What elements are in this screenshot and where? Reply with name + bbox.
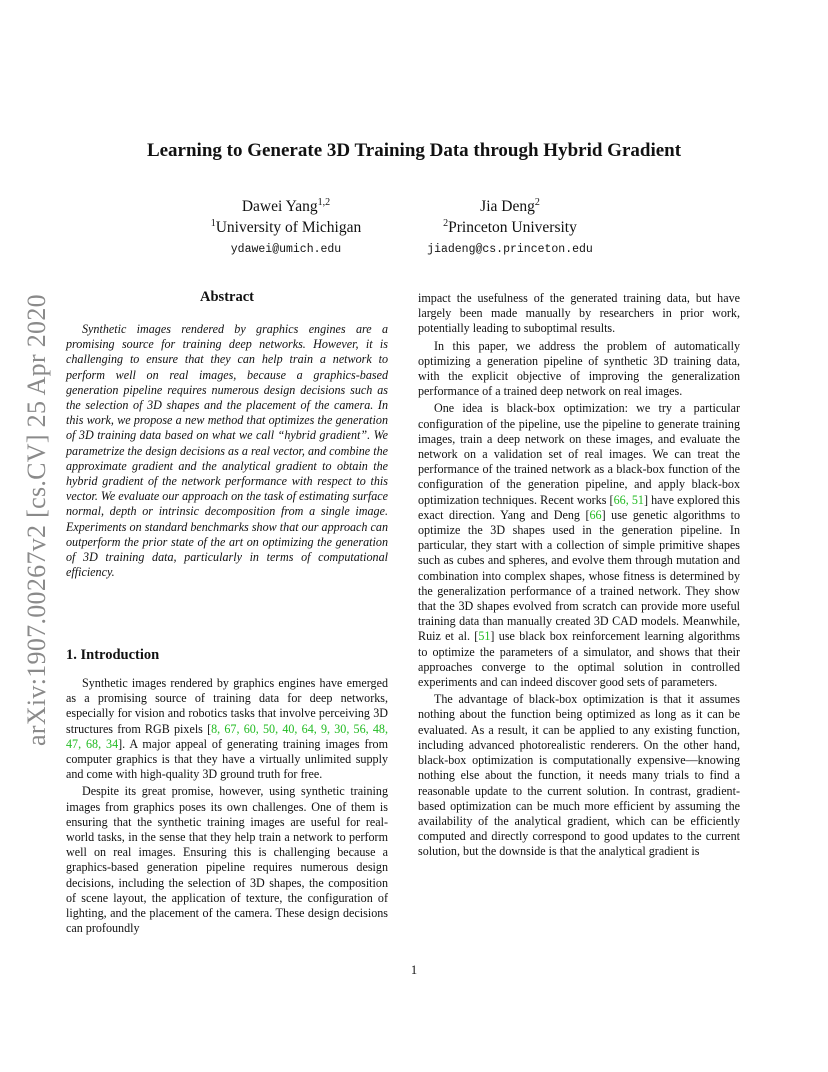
author-name: Dawei Yang$^{1,2}$ <box>241 196 331 215</box>
citation-link[interactable]: 8, 67, 60, 50, 40, 64, 9, 30, 56, 48, 47, 68, 34 <box>66 721 388 751</box>
intro-paragraph-1: Synthetic images rendered by graphics engines have emerged as a promising source of training data for deep networks, especially for vision and robotics tasks that involve perceiving 3D structures from RGB pixels [8, 67, 60, 50, 40, 64, 9, 30, 56, 48, 47, 68, 34]. A major appeal of generating training images from computer graphics is that they have a virtually unlimited supply and come with high-quality 3D ground truth for free. <box>66 676 388 782</box>
abstract-text: Synthetic images rendered by graphics engines are a promising source for training deep networks. However, it is challenging to ensure that they can help train a network to perform well on real images, because a graphics-based generation pipeline requires numerous design decisions such as the selection of 3D shapes and the placement of the camera. In this work, we propose a new method that optimizes the generation of 3D training data based on what we call “hybrid gradient”. We parametrize the design decisions as a real vector, and combine the approximate gradient and the analytical gradient to obtain the hybrid gradient of the network performance with respect to this vector. We evaluate our approach on the task of estimating surface normal, depth or intrinsic decomposition from a single image. Experiments on standard benchmarks show that our approach can outperform the prior state of the art on optimizing the generation of 3D training data, particularly in terms of computational efficiency. <box>66 322 388 580</box>
citation-link[interactable]: 51 <box>478 629 491 644</box>
citation-link[interactable]: 66 <box>589 507 602 522</box>
author-email[interactable]: ydawei@umich.edu <box>230 243 342 256</box>
abstract-heading: Abstract <box>200 289 254 305</box>
citation-link[interactable]: 66, 51 <box>613 492 644 507</box>
author-block-2 <box>412 196 608 260</box>
right-paragraph-3: The advantage of black-box optimization is that it assumes nothing about the function being optimized as long as it can be evaluated. As a result, it can be applied to any existing function, including advanced photorealistic renderers. On the other hand, black-box optimization is computationally expensive—knowing nothing else about the function, it needs many trials to find a reasonable update to the current solution. In contrast, gradient-based optimization can be much more efficient by assuming the availability of the analytical gradient, which can be efficiently computed and directly correspond to good updates to the current solution, but the downside is that the analytical gradient is <box>418 692 740 859</box>
arxiv-stamp: arXiv:1907.00267v2 [cs.CV] 25 Apr 2020 <box>22 294 51 746</box>
right-paragraph-0: impact the usefulness of the generated training data, but have largely been made manually by researchers in prior work, potentially leading to suboptimal results. <box>418 291 740 336</box>
right-paragraph-2: One idea is black-box optimization: we try a particular configuration of the pipeline, use the pipeline to generate training images, train a deep network on these images, and evaluate the network on a validation set of real images. We can treat the performance of the trained network as a black-box function of the configuration of the generation pipeline, and apply black-box optimization techniques. Recent works [66, 51] have explored this exact direction. Yang and Deng [66] use genetic algorithms to optimize the 3D shapes used in the generation pipeline. In particular, they start with a collection of simple primitive shapes such as cubes and spheres, and evolve them through mutation and combination into complex shapes, whose fitness is determined by the generalization performance of a trained network. They show that the 3D shapes evolved from scratch can provide more useful training data than manually created 3D CAD models. Meanwhile, Ruiz et al. [51] use black box reinforcement learning algorithms to optimize the parameters of a simulator, and shows that their approaches converge to the optimal solution in controlled experiments and can indeed discover good sets of parameters. <box>418 401 741 690</box>
author-affiliation: $^1$University of Michigan <box>210 217 362 236</box>
intro-heading: 1. Introduction <box>66 647 160 663</box>
author-email[interactable]: jiadeng@cs.princeton.edu <box>427 243 593 256</box>
author-affiliation: $^2$Princeton University <box>443 217 577 236</box>
intro-text <box>66 676 388 936</box>
paper-title: Learning to Generate 3D Training Data through Hybrid Gradient <box>146 140 682 161</box>
author-name: Jia Deng$^2$ <box>480 196 540 215</box>
author-block-1 <box>196 196 376 260</box>
intro-paragraph-2: Despite its great promise, however, using synthetic training images from graphics poses its own challenges. One of them is ensuring that the synthetic training images are useful for real-world tasks, in the sense that they help train a network to perform well on real images. Ensuring this is challenging because a graphics-based generation pipeline requires numerous design decisions, including the selection of 3D shapes, the composition of scene layout, the application of texture, the configuration of lighting, and the placement of the camera. These design decisions can profoundly <box>66 784 388 936</box>
page-number: 1 <box>410 963 418 977</box>
right-column-text <box>418 291 740 860</box>
right-paragraph-1: In this paper, we address the problem of automatically optimizing a generation pipeline of synthetic 3D training data, with the explicit objective of improving the generalization performance of a trained deep network on real images. <box>418 338 740 399</box>
